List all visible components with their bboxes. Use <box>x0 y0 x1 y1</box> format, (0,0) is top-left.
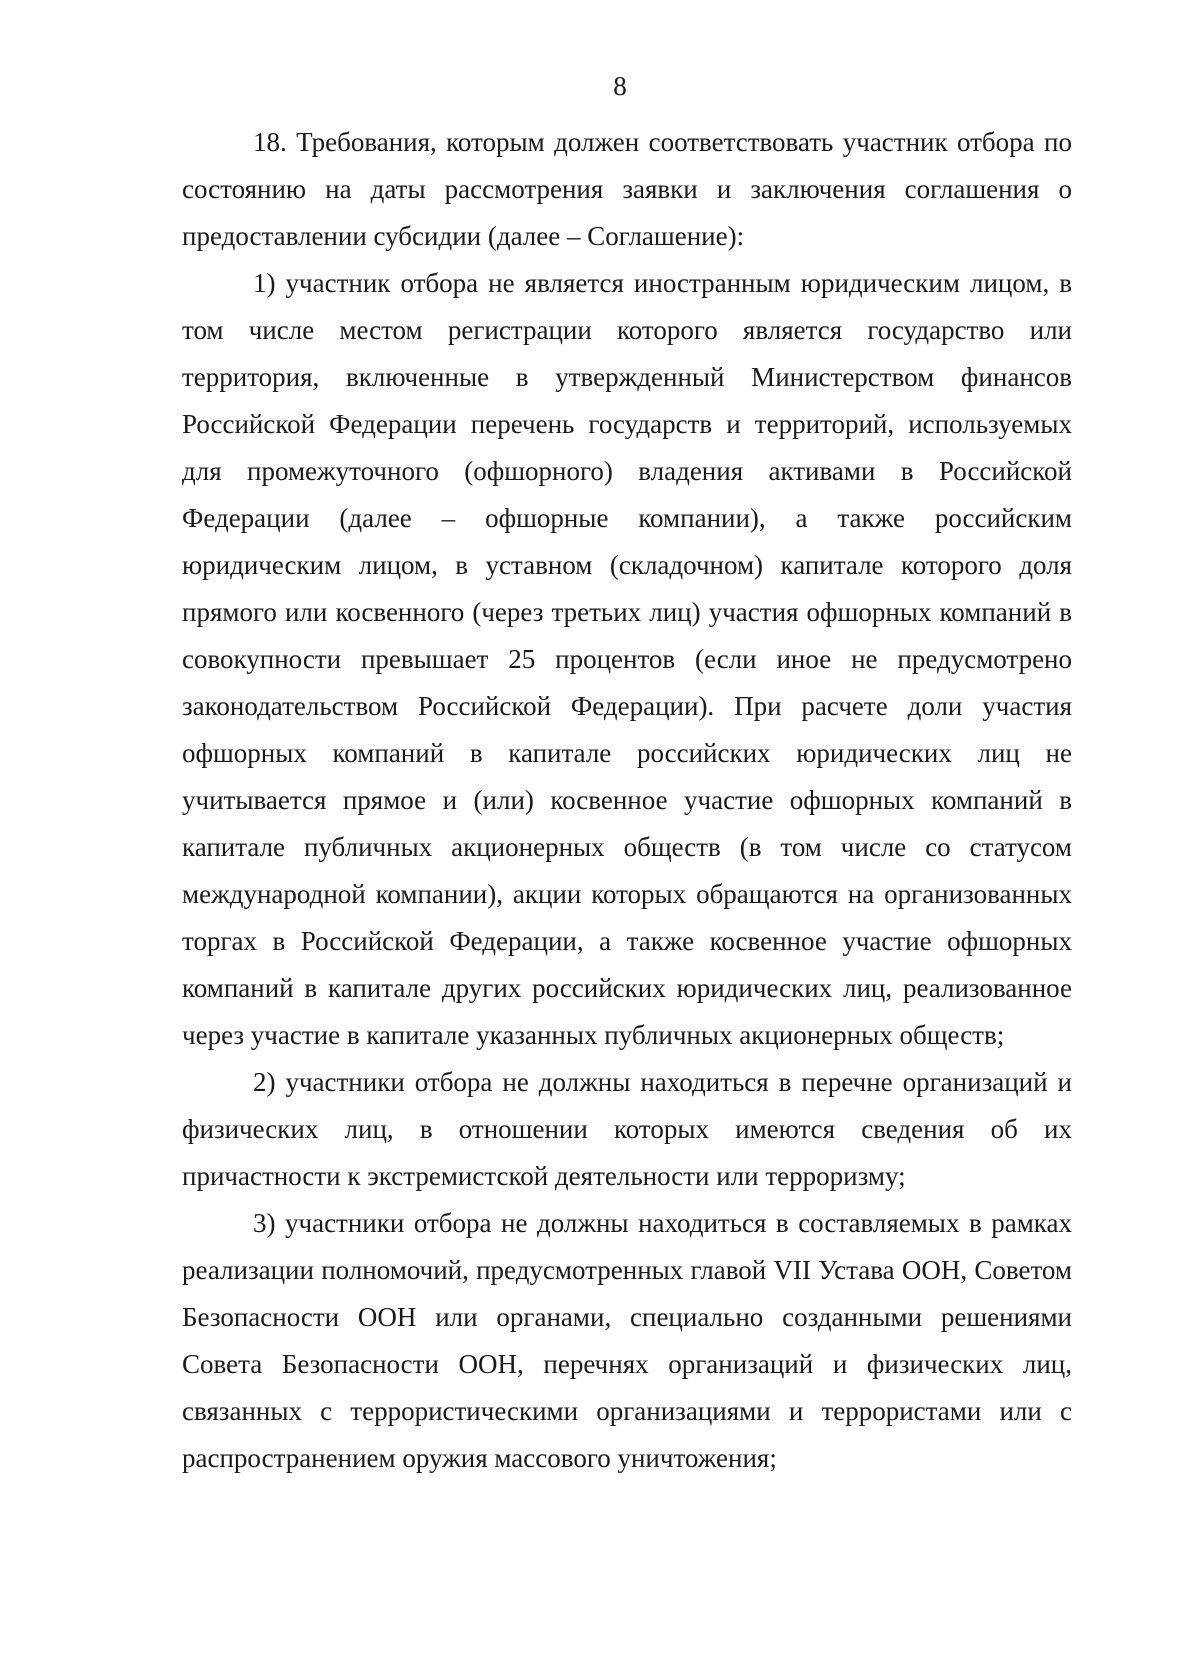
page-number: 8 <box>613 71 627 101</box>
paragraph-item-2: 2) участники отбора не должны находиться в перечне организаций и физических лиц, в отношении которых имеются сведения об их причастности к экстремистской деятельности или терроризму; <box>182 1067 1072 1191</box>
paragraph-item-1: 1) участник отбора не является иностранным юридическим лицом, в том числе местом регистрации которого является государство или территория, включенные в утвержденный Министерством финансов Российской Федерации перечень государств и территорий, используемых для промежуточного (офшорного) владения активами в Российской Федерации (далее – офшорные компании), а также российским юридическим лицом, в уставном (складочном) капитале которого доля прямого или косвенного (через третьих лиц) участия офшорных компаний в совокупности превышает 25 процентов (если иное не предусмотрено законодательством Российской Федерации). При расчете доли участия офшорных компаний в капитале российских юридических лиц не учитывается прямое и (или) косвенное участие офшорных компаний в капитале публичных акционерных обществ (в том числе со статусом международной компании), акции которых обращаются на организованных торгах в Российской Федерации, а также косвенное участие офшорных компаний в капитале других российских юридических лиц, реализованное через участие в капитале указанных публичных акционерных обществ; <box>182 268 1072 1050</box>
paragraph-requirements-intro: 18. Требования, которым должен соответствовать участник отбора по состоянию на даты рассмотрения заявки и заключения соглашения о предоставлении субсидии (далее – Соглашение): <box>182 127 1072 251</box>
document-body <box>182 119 1072 1482</box>
paragraph-item-3: 3) участники отбора не должны находиться в составляемых в рамках реализации полномочий, предусмотренных главой VII Устава ООН, Советом Безопасности ООН или органами, специально созданными решениями Совета Безопасности ООН, перечнях организаций и физических лиц, связанных с террористическими организациями и террористами или с распространением оружия массового уничтожения; <box>182 1208 1072 1473</box>
